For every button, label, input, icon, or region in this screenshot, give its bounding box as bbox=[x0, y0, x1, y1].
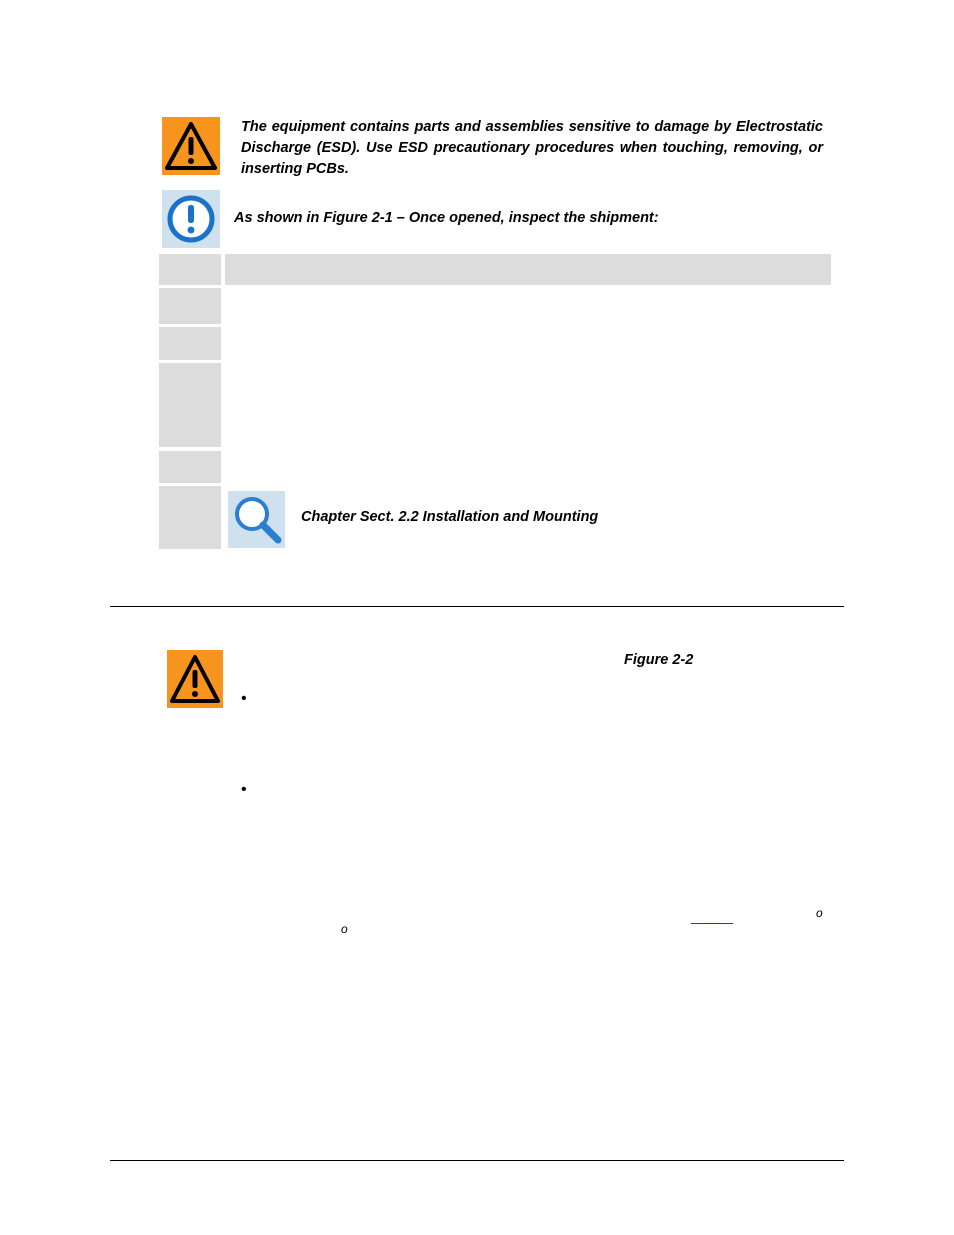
table-row-step-cell bbox=[159, 327, 221, 360]
footer-divider bbox=[110, 1160, 844, 1161]
bullet-marker: • bbox=[241, 781, 247, 798]
esd-caution-text: The equipment contains parts and assemblies sensitive to damage by Electrostatic Discharge (ESD). Use ESD precautionary procedures when touching, removing, or inserting PCBs. bbox=[241, 119, 823, 177]
inspect-note-text: As shown in Figure 2-1 – Once opened, inspect the shipment: bbox=[234, 210, 659, 226]
hyperlink-underline[interactable] bbox=[691, 923, 733, 924]
table-header-right-cell bbox=[225, 254, 831, 285]
degree-symbol: o bbox=[816, 906, 823, 920]
table-row-step-cell bbox=[159, 363, 221, 447]
warning-triangle-icon bbox=[167, 650, 223, 708]
section-divider bbox=[110, 606, 844, 607]
table-row-step-cell bbox=[159, 288, 221, 324]
magnifier-icon bbox=[228, 491, 285, 548]
degree-symbol: o bbox=[341, 922, 348, 936]
warning-triangle-icon bbox=[162, 117, 220, 175]
exclamation-circle-icon bbox=[162, 190, 220, 248]
bullet-marker: • bbox=[241, 690, 247, 707]
table-row-step-cell bbox=[159, 486, 221, 549]
table-header-left-cell bbox=[159, 254, 221, 285]
table-row-step-cell bbox=[159, 451, 221, 483]
reference-text: Chapter Sect. 2.2 Installation and Mounting bbox=[301, 509, 599, 525]
figure-reference: Figure 2-2 bbox=[624, 652, 694, 668]
